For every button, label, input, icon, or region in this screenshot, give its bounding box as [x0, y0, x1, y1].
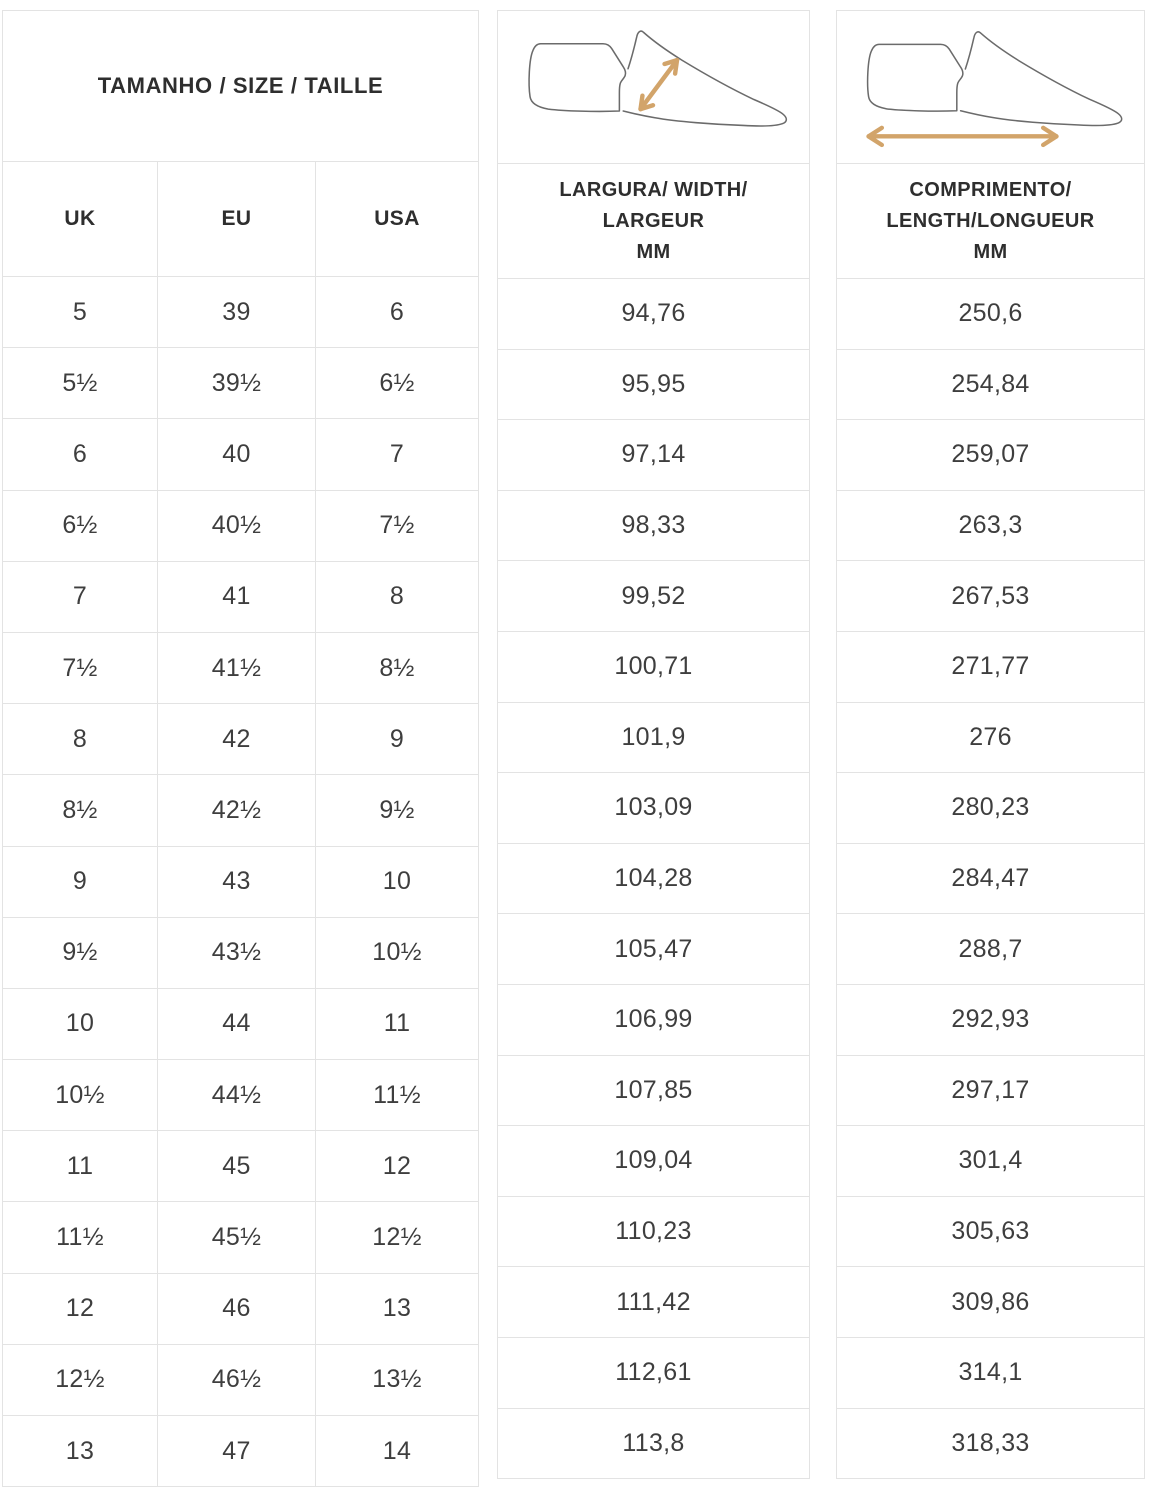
- table-cell: 40: [158, 419, 316, 490]
- table-cell: 39: [158, 277, 316, 348]
- table-cell: 94,76: [498, 279, 810, 350]
- table-cell: 12: [3, 1273, 158, 1344]
- table-cell: 301,4: [837, 1126, 1145, 1197]
- table-cell: 259,07: [837, 420, 1145, 491]
- table-row: [3, 775, 479, 846]
- table-row: [3, 846, 479, 917]
- table-cell: 8½: [316, 632, 479, 703]
- table-cell: 43: [158, 846, 316, 917]
- table-cell: 98,33: [498, 490, 810, 561]
- size-table-body: [3, 277, 479, 1487]
- table-row: [3, 419, 479, 490]
- table-row: [498, 279, 810, 350]
- table-row: [3, 561, 479, 632]
- table-cell: 305,63: [837, 1196, 1145, 1267]
- width-header-row: [498, 164, 810, 279]
- table-cell: 10: [316, 846, 479, 917]
- table-cell: 42½: [158, 775, 316, 846]
- table-cell: 45: [158, 1131, 316, 1202]
- table-cell: 7: [316, 419, 479, 490]
- table-cell: 11½: [3, 1202, 158, 1273]
- size-table-header-row: [3, 162, 479, 277]
- table-cell: 6½: [316, 348, 479, 419]
- table-cell: 99,52: [498, 561, 810, 632]
- table-row: [498, 843, 810, 914]
- table-cell: 12½: [316, 1202, 479, 1273]
- column-header-uk: UK: [3, 162, 158, 277]
- size-table-title-row: [3, 11, 479, 162]
- table-cell: 107,85: [498, 1055, 810, 1126]
- table-cell: 5½: [3, 348, 158, 419]
- table-cell: 6½: [3, 490, 158, 561]
- table-cell: 6: [316, 277, 479, 348]
- table-cell: 254,84: [837, 349, 1145, 420]
- table-cell: 95,95: [498, 349, 810, 420]
- table-cell: 292,93: [837, 984, 1145, 1055]
- table-cell: 39½: [158, 348, 316, 419]
- table-row: [837, 279, 1145, 350]
- table-row: [3, 1131, 479, 1202]
- table-row: [3, 348, 479, 419]
- table-row: [3, 1060, 479, 1131]
- table-cell: 103,09: [498, 773, 810, 844]
- table-cell: 297,17: [837, 1055, 1145, 1126]
- table-cell: 109,04: [498, 1126, 810, 1197]
- length-icon-row: [837, 11, 1145, 164]
- table-cell: 10½: [316, 917, 479, 988]
- table-row: [3, 632, 479, 703]
- table-row: [3, 277, 479, 348]
- table-cell: 267,53: [837, 561, 1145, 632]
- table-cell: 44: [158, 988, 316, 1059]
- size-table-title: TAMANHO / SIZE / TAILLE: [3, 11, 479, 162]
- table-cell: 43½: [158, 917, 316, 988]
- table-cell: 44½: [158, 1060, 316, 1131]
- table-cell: 10½: [3, 1060, 158, 1131]
- table-row: [498, 561, 810, 632]
- table-row: [498, 631, 810, 702]
- table-row: [3, 1202, 479, 1273]
- table-row: [837, 984, 1145, 1055]
- table-row: [837, 490, 1145, 561]
- table-cell: 288,7: [837, 914, 1145, 985]
- table-cell: 284,47: [837, 843, 1145, 914]
- table-row: [837, 1408, 1145, 1479]
- length-table-body: [837, 279, 1145, 1479]
- table-cell: 101,9: [498, 702, 810, 773]
- length-table: [836, 10, 1145, 1479]
- table-cell: 110,23: [498, 1196, 810, 1267]
- table-row: [837, 1196, 1145, 1267]
- table-cell: 13½: [316, 1344, 479, 1415]
- table-cell: 263,3: [837, 490, 1145, 561]
- table-cell: 46: [158, 1273, 316, 1344]
- table-cell: 11½: [316, 1060, 479, 1131]
- length-header-unit: MM: [973, 240, 1008, 263]
- table-row: [498, 490, 810, 561]
- table-cell: 280,23: [837, 773, 1145, 844]
- table-cell: 97,14: [498, 420, 810, 491]
- table-cell: 8½: [3, 775, 158, 846]
- table-row: [498, 702, 810, 773]
- width-header-line2: LARGEUR: [602, 209, 705, 232]
- table-row: [3, 988, 479, 1059]
- table-cell: 41: [158, 561, 316, 632]
- length-header-line2: LENGTH/LONGUEUR: [886, 209, 1095, 232]
- table-cell: 7½: [316, 490, 479, 561]
- table-cell: 42: [158, 704, 316, 775]
- table-row: [498, 1408, 810, 1479]
- table-row: [3, 917, 479, 988]
- table-cell: 318,33: [837, 1408, 1145, 1479]
- column-header-usa: USA: [316, 162, 479, 277]
- table-cell: 11: [316, 988, 479, 1059]
- shoe-length-arrow-icon: [837, 11, 1144, 163]
- table-cell: 47: [158, 1416, 316, 1487]
- size-conversion-table: [2, 10, 479, 1487]
- table-cell: 250,6: [837, 279, 1145, 350]
- table-cell: 7½: [3, 632, 158, 703]
- table-cell: 7: [3, 561, 158, 632]
- length-header-row: [837, 164, 1145, 279]
- table-row: [837, 773, 1145, 844]
- table-cell: 12½: [3, 1344, 158, 1415]
- table-row: [498, 984, 810, 1055]
- table-cell: 13: [3, 1416, 158, 1487]
- table-row: [837, 1337, 1145, 1408]
- table-cell: 113,8: [498, 1408, 810, 1479]
- table-cell: 9½: [316, 775, 479, 846]
- table-cell: 40½: [158, 490, 316, 561]
- table-cell: 276: [837, 702, 1145, 773]
- table-cell: 271,77: [837, 631, 1145, 702]
- table-row: [498, 1337, 810, 1408]
- table-row: [3, 704, 479, 775]
- table-cell: 314,1: [837, 1337, 1145, 1408]
- table-row: [498, 420, 810, 491]
- table-row: [837, 843, 1145, 914]
- table-row: [837, 702, 1145, 773]
- table-row: [837, 349, 1145, 420]
- width-icon-row: [498, 11, 810, 164]
- table-row: [498, 1126, 810, 1197]
- table-row: [837, 561, 1145, 632]
- table-row: [498, 1267, 810, 1338]
- table-cell: 9½: [3, 917, 158, 988]
- table-cell: 5: [3, 277, 158, 348]
- table-cell: 111,42: [498, 1267, 810, 1338]
- width-header-line1: LARGURA/ WIDTH/: [559, 178, 748, 201]
- table-cell: 8: [316, 561, 479, 632]
- table-cell: 46½: [158, 1344, 316, 1415]
- table-cell: 11: [3, 1131, 158, 1202]
- table-row: [837, 1267, 1145, 1338]
- length-header-line1: COMPRIMENTO/: [909, 178, 1072, 201]
- shoe-width-arrow-icon: [498, 11, 809, 163]
- width-header-unit: MM: [636, 240, 671, 263]
- table-row: [837, 1055, 1145, 1126]
- width-table-body: [498, 279, 810, 1479]
- table-cell: 10: [3, 988, 158, 1059]
- column-header-eu: EU: [158, 162, 316, 277]
- table-cell: 45½: [158, 1202, 316, 1273]
- table-cell: 9: [3, 846, 158, 917]
- table-row: [498, 1055, 810, 1126]
- table-cell: 6: [3, 419, 158, 490]
- table-row: [837, 420, 1145, 491]
- table-cell: 106,99: [498, 984, 810, 1055]
- table-cell: 9: [316, 704, 479, 775]
- table-cell: 41½: [158, 632, 316, 703]
- table-cell: 104,28: [498, 843, 810, 914]
- table-row: [3, 1416, 479, 1487]
- table-row: [837, 631, 1145, 702]
- table-row: [3, 490, 479, 561]
- table-cell: 105,47: [498, 914, 810, 985]
- table-cell: 309,86: [837, 1267, 1145, 1338]
- table-row: [3, 1344, 479, 1415]
- width-table: [497, 10, 810, 1479]
- table-cell: 8: [3, 704, 158, 775]
- table-cell: 100,71: [498, 631, 810, 702]
- table-row: [837, 914, 1145, 985]
- table-row: [498, 1196, 810, 1267]
- table-cell: 14: [316, 1416, 479, 1487]
- table-row: [3, 1273, 479, 1344]
- table-cell: 12: [316, 1131, 479, 1202]
- table-cell: 13: [316, 1273, 479, 1344]
- table-cell: 112,61: [498, 1337, 810, 1408]
- table-row: [498, 773, 810, 844]
- table-row: [837, 1126, 1145, 1197]
- table-row: [498, 914, 810, 985]
- table-row: [498, 349, 810, 420]
